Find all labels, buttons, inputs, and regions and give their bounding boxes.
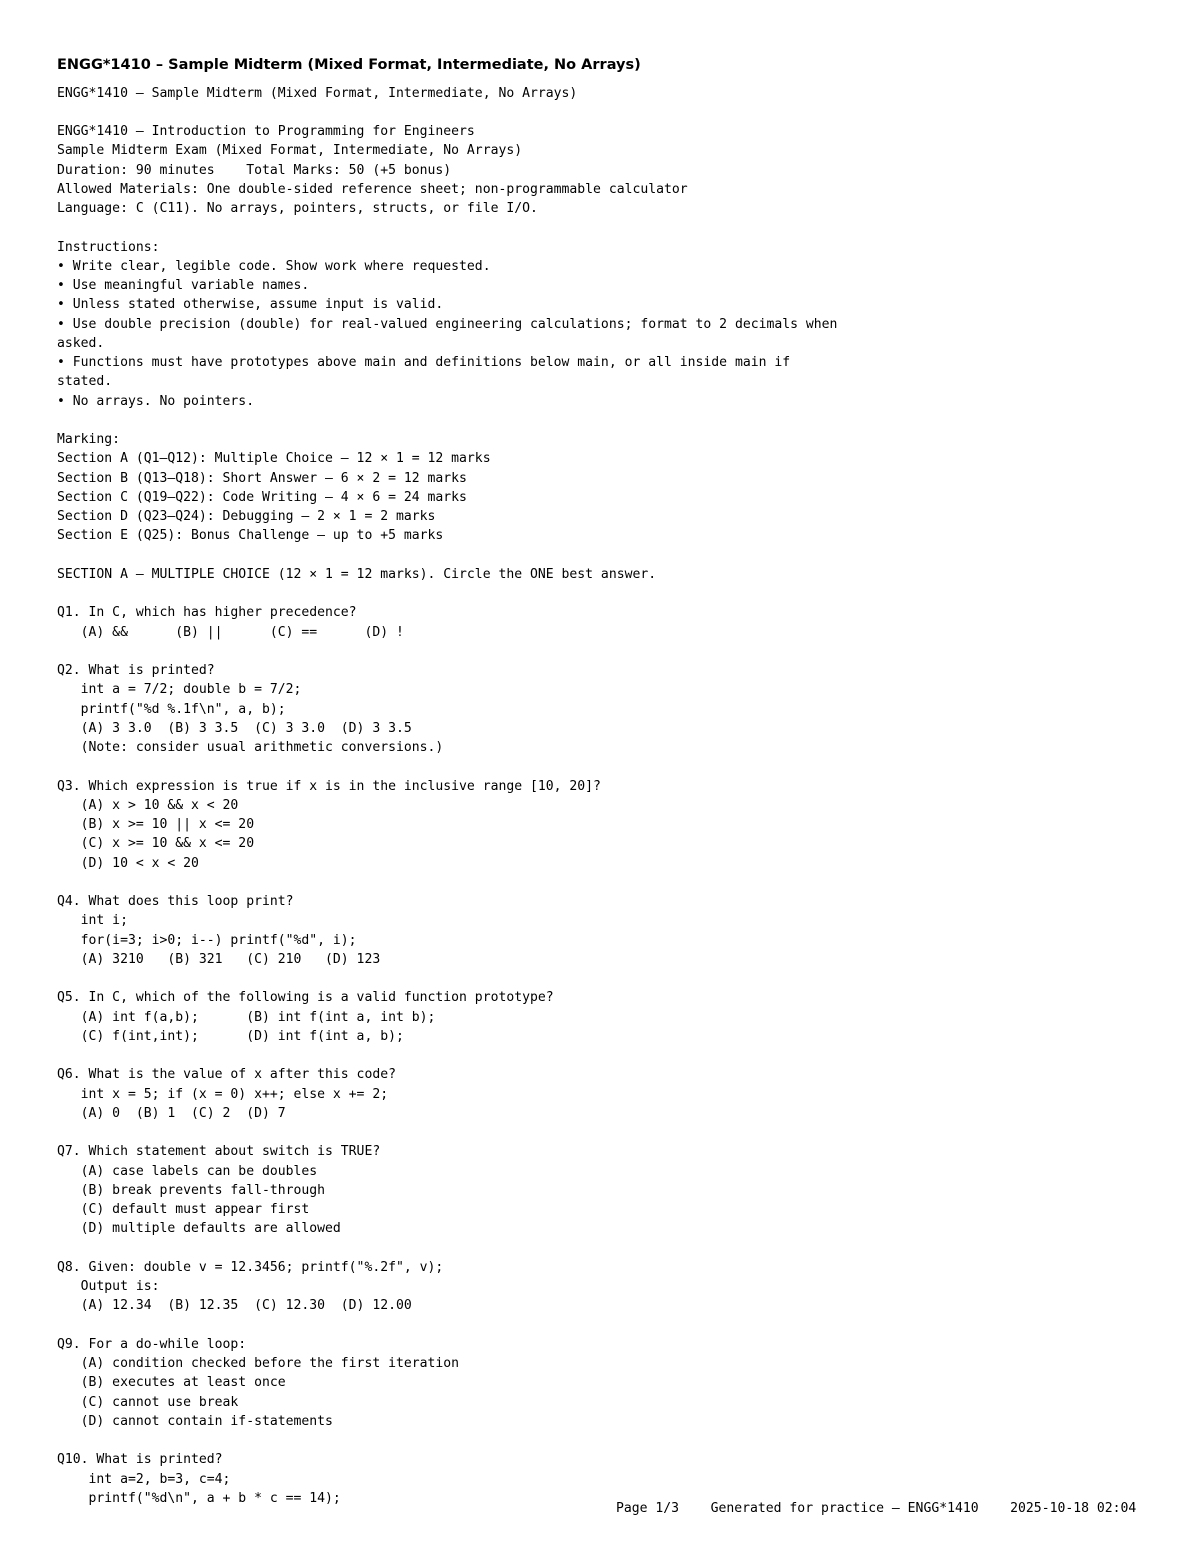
document-line: Q9. For a do-while loop: bbox=[57, 1336, 247, 1352]
document-line: Sample Midterm Exam (Mixed Format, Intermediate, No Arrays) bbox=[57, 143, 523, 159]
document-line: (A) case labels can be doubles bbox=[57, 1163, 318, 1179]
document-line: (B) executes at least once bbox=[57, 1375, 286, 1391]
document-line: (A) 3 3.0 (B) 3 3.5 (C) 3 3.0 (D) 3 3.5 bbox=[57, 720, 412, 736]
document-line: Q5. In C, which of the following is a valid function prototype? bbox=[57, 990, 554, 1006]
document-line: SECTION A — MULTIPLE CHOICE (12 × 1 = 12 marks). Circle the ONE best answer. bbox=[57, 566, 657, 582]
document-line: (B) x >= 10 || x <= 20 bbox=[57, 817, 255, 832]
document-line: int x = 5; if (x = 0) x++; else x += 2; bbox=[57, 1086, 389, 1102]
document-body bbox=[57, 84, 837, 1509]
document-line: • Write clear, legible code. Show work where requested. bbox=[57, 258, 491, 274]
document-line: (A) int f(a,b); (B) int f(int a, int b); bbox=[57, 1009, 436, 1025]
document-line: • Use double precision (double) for real-valued engineering calculations; format to 2 decimals when bbox=[57, 316, 838, 332]
blank-line bbox=[57, 411, 837, 430]
blank-line bbox=[57, 1123, 837, 1142]
document-line: Q6. What is the value of x after this code? bbox=[57, 1067, 396, 1083]
document-line: (A) condition checked before the first iteration bbox=[57, 1356, 460, 1371]
blank-line bbox=[57, 1316, 837, 1335]
document-line: ENGG*1410 — Introduction to Programming for Engineers bbox=[57, 124, 475, 139]
document-line: (Note: consider usual arithmetic conversions.) bbox=[57, 740, 444, 755]
document-line: Q2. What is printed? bbox=[57, 663, 215, 678]
document-line: Q1. In C, which has higher precedence? bbox=[57, 605, 357, 621]
document-line: Instructions: bbox=[57, 239, 160, 255]
document-line: (D) 10 < x < 20 bbox=[57, 855, 199, 871]
document-line: Duration: 90 minutes Total Marks: 50 (+5 bonus) bbox=[57, 162, 452, 178]
document-line: asked. bbox=[57, 335, 105, 351]
blank-line bbox=[57, 1431, 837, 1450]
document-line: Section E (Q25): Bonus Challenge — up to +5 marks bbox=[57, 528, 444, 544]
document-line: int a=2, b=3, c=4; bbox=[57, 1471, 231, 1487]
document-line: printf("%d\n", a + b * c == 14); bbox=[57, 1490, 341, 1506]
document-line: (C) x >= 10 && x <= 20 bbox=[57, 836, 255, 852]
document-line: • No arrays. No pointers. bbox=[57, 393, 255, 409]
document-line: (C) f(int,int); (D) int f(int a, b); bbox=[57, 1028, 404, 1044]
document-line: (A) 12.34 (B) 12.35 (C) 12.30 (D) 12.00 bbox=[57, 1298, 412, 1314]
document-line: Q3. Which expression is true if x is in the inclusive range [10, 20]? bbox=[57, 778, 601, 794]
blank-line bbox=[57, 1239, 837, 1258]
blank-line bbox=[57, 584, 837, 603]
document-line: Q7. Which statement about switch is TRUE? bbox=[57, 1144, 381, 1160]
document-line: (A) 0 (B) 1 (C) 2 (D) 7 bbox=[57, 1105, 286, 1121]
document-line: stated. bbox=[57, 374, 113, 390]
blank-line bbox=[57, 873, 837, 892]
page-footer: Page 1/3 Generated for practice — ENGG*1410 2025-10-18 02:04 bbox=[616, 1501, 1137, 1516]
document-line: Marking: bbox=[57, 432, 121, 447]
document-line: • Use meaningful variable names. bbox=[57, 278, 310, 293]
document-line: Q8. Given: double v = 12.3456; printf("%.2f", v); bbox=[57, 1259, 444, 1275]
document-line: (B) break prevents fall-through bbox=[57, 1182, 326, 1198]
document-line: Allowed Materials: One double-sided reference sheet; non-programmable calculator bbox=[57, 181, 688, 197]
blank-line bbox=[57, 969, 837, 988]
document-line: Language: C (C11). No arrays, pointers, structs, or file I/O. bbox=[57, 201, 538, 216]
blank-line bbox=[57, 103, 837, 122]
document-line: ENGG*1410 — Sample Midterm (Mixed Format, Intermediate, No Arrays) bbox=[57, 85, 578, 101]
document-line: Q4. What does this loop print? bbox=[57, 894, 294, 909]
document-line: (A) && (B) || (C) == (D) ! bbox=[57, 624, 404, 640]
document-line: Output is: bbox=[57, 1279, 160, 1294]
document-line: Section B (Q13–Q18): Short Answer — 6 × 2 = 12 marks bbox=[57, 470, 467, 486]
document-line: int a = 7/2; double b = 7/2; bbox=[57, 682, 302, 698]
document-line: Section D (Q23–Q24): Debugging — 2 × 1 = 2 marks bbox=[57, 509, 436, 524]
document-line: • Functions must have prototypes above main and definitions below main, or all inside main if bbox=[57, 355, 791, 370]
blank-line bbox=[57, 546, 837, 565]
document-line: (D) cannot contain if-statements bbox=[57, 1413, 333, 1429]
document-line: for(i=3; i>0; i--) printf("%d", i); bbox=[57, 932, 357, 948]
document-line: • Unless stated otherwise, assume input is valid. bbox=[57, 297, 444, 313]
document-line: (A) 3210 (B) 321 (C) 210 (D) 123 bbox=[57, 951, 381, 967]
document-line: Section C (Q19–Q22): Code Writing — 4 × 6 = 24 marks bbox=[57, 489, 467, 505]
document-line: int i; bbox=[57, 913, 128, 929]
document-line: printf("%d %.1f\n", a, b); bbox=[57, 701, 286, 717]
document-line: (A) x > 10 && x < 20 bbox=[57, 797, 239, 813]
document-line: (C) default must appear first bbox=[57, 1202, 310, 1217]
blank-line bbox=[57, 642, 837, 661]
document-line: Section A (Q1–Q12): Multiple Choice — 12 × 1 = 12 marks bbox=[57, 451, 491, 467]
document-line: Q10. What is printed? bbox=[57, 1452, 223, 1468]
blank-line bbox=[57, 1046, 837, 1065]
document-line: (D) multiple defaults are allowed bbox=[57, 1221, 341, 1237]
blank-line bbox=[57, 218, 837, 237]
page-title: ENGG*1410 – Sample Midterm (Mixed Format, Intermediate, No Arrays) bbox=[57, 57, 641, 73]
blank-line bbox=[57, 757, 837, 776]
document-line: (C) cannot use break bbox=[57, 1394, 239, 1410]
